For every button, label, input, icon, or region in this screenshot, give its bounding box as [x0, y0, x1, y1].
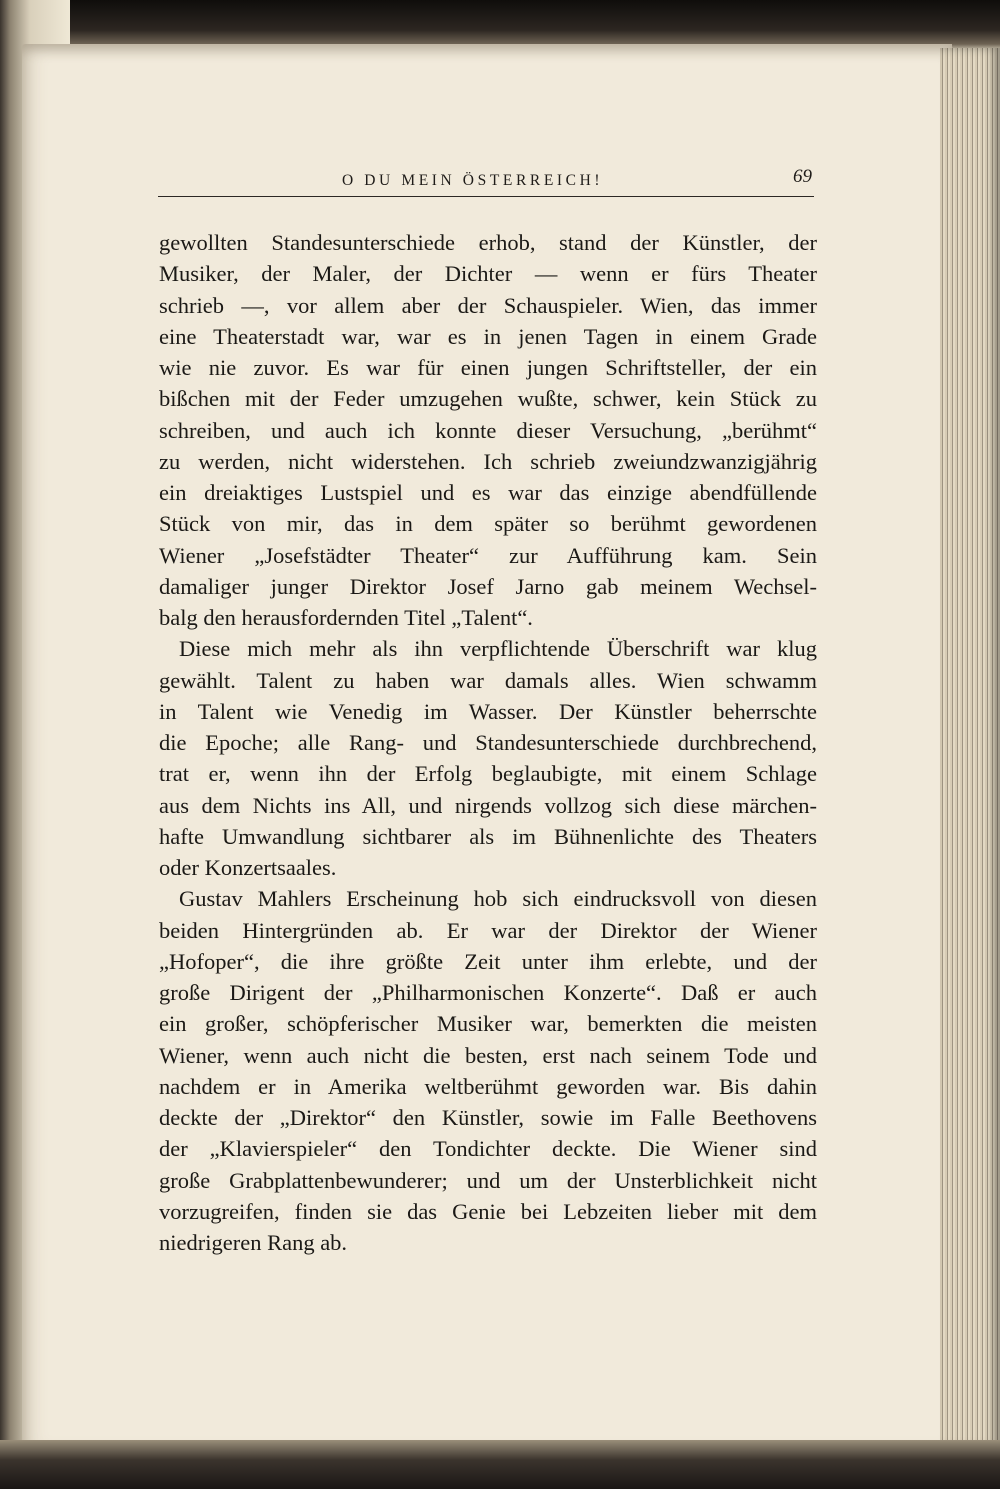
- text-line: gewollten Standesunterschiede erhob, stand der Künstler, der: [159, 230, 817, 255]
- text-line: schreiben, und auch ich konnte dieser Versuchung, „berühmt“: [159, 417, 817, 443]
- paragraph: [159, 633, 817, 883]
- text-line: Gustav Mahlers Erscheinung hob sich eindrucksvoll von diesen: [179, 886, 817, 912]
- text-line: wie nie zuvor. Es war für einen jungen Schriftsteller, der ein: [159, 355, 817, 380]
- text-line: damaliger junger Direktor Josef Jarno gab meinem Wechsel-: [159, 573, 817, 599]
- text-line: „Hofoper“, die ihre größte Zeit unter ihm erlebte, und der: [159, 948, 817, 974]
- text-line: bißchen mit der Feder umzugehen wußte, schwer, kein Stück zu: [159, 386, 817, 412]
- text-line: Wiener „Josefstädter Theater“ zur Aufführung kam. Sein: [159, 542, 817, 568]
- text-line: der „Klavierspieler“ den Tondichter deckte. Die Wiener sind: [159, 1136, 817, 1162]
- running-title: O DU MEIN ÖSTERREICH!: [342, 172, 604, 189]
- page-number: 69: [793, 166, 812, 187]
- paragraph: [159, 883, 817, 1258]
- text-line: beiden Hintergründen ab. Er war der Direktor der Wiener: [159, 917, 817, 943]
- text-line: große Dirigent der „Philharmonischen Konzerte“. Daß er auch: [159, 980, 817, 1005]
- text-line: ein dreiaktiges Lustspiel und es war das einzige abendfüllende: [159, 480, 817, 505]
- text-line: Musiker, der Maler, der Dichter — wenn er fürs Theater: [159, 261, 817, 287]
- text-line: vorzugreifen, finden sie das Genie bei Lebzeiten lieber mit dem: [159, 1198, 817, 1224]
- text-line: niedrigeren Rang ab.: [159, 1230, 348, 1255]
- text-line: in Talent wie Venedig im Wasser. Der Künstler beherrschte: [159, 698, 817, 724]
- text-line: nachdem er in Amerika weltberühmt geworden war. Bis dahin: [159, 1073, 817, 1099]
- text-line: oder Konzertsaales.: [159, 855, 337, 880]
- text-line: balg den herausfordernden Titel „Talent“.: [159, 605, 533, 630]
- text-line: große Grabplattenbewunderer; und um der Unsterblichkeit nicht: [159, 1167, 817, 1193]
- body-text: [159, 227, 817, 1258]
- text-line: trat er, wenn ihn der Erfolg beglaubigte, mit einem Schlage: [159, 761, 817, 787]
- text-line: hafte Umwandlung sichtbarer als im Bühnenlichte des Theaters: [159, 823, 817, 849]
- text-line: Stück von mir, das in dem später so berühmt gewordenen: [159, 511, 817, 537]
- paragraph: [159, 227, 817, 633]
- text-line: aus dem Nichts ins All, und nirgends vollzog sich diese märchen-: [159, 792, 817, 818]
- text-line: Diese mich mehr als ihn verpflichtende Überschrift war klug: [179, 636, 817, 662]
- text-line: ein großer, schöpferischer Musiker war, bemerkten die meisten: [159, 1011, 817, 1037]
- scan-bottom-edge: [0, 1440, 1000, 1489]
- text-line: deckte der „Direktor“ den Künstler, sowie im Falle Beethovens: [159, 1105, 817, 1130]
- page-stack-edge: [940, 48, 1000, 1448]
- text-line: zu werden, nicht widerstehen. Ich schrieb zweiundzwanzigjährig: [159, 448, 817, 474]
- text-line: gewählt. Talent zu haben war damals alles. Wien schwamm: [159, 667, 817, 693]
- running-header: [158, 168, 814, 197]
- text-line: eine Theaterstadt war, war es in jenen Tagen in einem Grade: [159, 323, 817, 349]
- text-line: die Epoche; alle Rang- und Standesunterschiede durchbrechend,: [159, 730, 817, 755]
- text-line: schrieb —, vor allem aber der Schauspieler. Wien, das immer: [159, 292, 817, 318]
- text-line: Wiener, wenn auch nicht die besten, erst nach seinem Tode und: [159, 1042, 817, 1068]
